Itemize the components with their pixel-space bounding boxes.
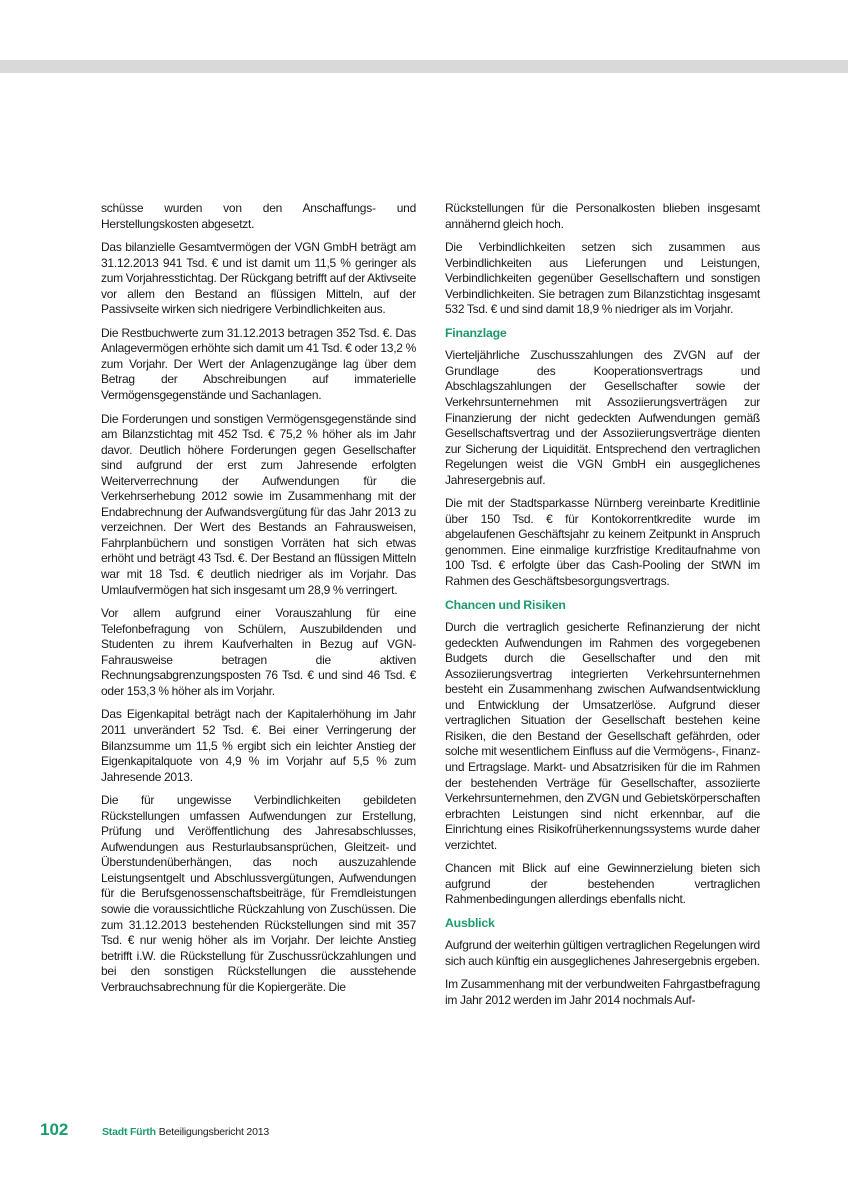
paragraph: Die für ungewisse Verbindlichkeiten gebildeten Rückstellungen umfassen Aufwendungen zur Erstellung, Prüfung und Veröffentlichung des Jahresabschlusses, Aufwendungen aus Resturlaubsansprüchen, Gleitzeit- und Überstundenüberhängen, das noch auszuzahlende Leistungsentgelt und Abschlussvergütungen, Aufwendungen für die Berufsgenossenschaftsbeiträge, für Fremdleistungen sowie die voraussichtliche Rückzahlung von Zuschüssen. Die zum 31.12.2013 bestehenden Rückstellungen sind mit 357 Tsd. € nur wenig höher als im Vorjahr. Der leichte Anstieg betrifft i.W. die Rückstellung für Zuschussrückzahlungen und bei den sonstigen Rückstellungen die ausstehende Verbrauchsabrechnung für die Kopiergeräte. Die xyxy=(101,793,416,994)
top-gray-bar xyxy=(0,60,848,73)
left-column xyxy=(101,201,416,1003)
paragraph: Das bilanzielle Gesamtvermögen der VGN GmbH beträgt am 31.12.2013 941 Tsd. € und ist damit um 11,5 % geringer als zum Vorjahresstichtag. Der Rückgang betrifft auf der Aktivseite vor allem den Bestand an flüssigen Mitteln, auf der Passivseite wirken sich niedrigere Verbindlichkeiten aus. xyxy=(101,240,416,317)
paragraph: schüsse wurden von den Anschaffungs- und Herstellungskosten abgesetzt. xyxy=(101,201,416,231)
right-column xyxy=(445,201,760,1017)
paragraph: Vierteljährliche Zuschusszahlungen des ZVGN auf der Grundlage des Kooperationsvertrags und Abschlagszahlungen der Gesellschafter sowie der Verkehrsunternehmen mit Assoziierungsverträgen zur Finanzierung der nicht gedeckten Aufwendungen gemäß Gesellschaftsvertrag und der Assoziierungsverträge dienten zur Sicherung der Liquidität. Entsprechend den vertraglichen Regelungen weist die VGN GmbH ein ausgeglichenes Jahresergebnis auf. xyxy=(445,348,760,487)
paragraph: Chancen mit Blick auf eine Gewinnerzielung bieten sich aufgrund der bestehenden vertraglichen Rahmenbedingungen allerdings ebenfalls nicht. xyxy=(445,861,760,907)
paragraph: Das Eigenkapital beträgt nach der Kapitalerhöhung im Jahr 2011 unverändert 52 Tsd. €. Bei einer Verringerung der Bilanzsumme um 11,5 % ergibt sich ein leichter Anstieg der Eigenkapitalquote von 4,9 % im Vorjahr auf 5,5 % zum Jahresende 2013. xyxy=(101,707,416,784)
paragraph: Durch die vertraglich gesicherte Refinanzierung der nicht gedeckten Aufwendungen im Rahmen des vorgegebenen Budgets durch die Gesellschafter und den mit Assoziierungsvertrag integrierten Verkehrsunternehmen besteht ein Zusammenhang zwischen Aufwandsentwicklung und Entwicklung der Umsatzerlöse. Aufgrund dieser vertraglichen Situation der Gesellschaft bestehen keine Risiken, die den Bestand der Gesellschaft gefährden, oder solche mit wesentlichem Einfluss auf die Vermögens-, Finanz- und Ertragslage. Markt- und Absatzrisiken für die im Rahmen der bestehenden Verträge für Gesellschafter, assoziierte Verkehrsunternehmen, den ZVGN und Gebietskörperschaften erbrachten Leistungen sind nicht erkennbar, auf die Einrichtung eines Risikofrüherkennungssystems wurde daher verzichtet. xyxy=(445,620,760,852)
paragraph: Im Zusammenhang mit der verbundweiten Fahrgastbefragung im Jahr 2012 werden im Jahr 2014 nochmals Auf- xyxy=(445,977,760,1008)
paragraph: Die mit der Stadtsparkasse Nürnberg vereinbarte Kreditlinie über 150 Tsd. € für Kontokorrentkredite wurde im abgelaufenen Geschäftsjahr zu keinem Zeitpunkt in Anspruch genommen. Eine einmalige kurzfristige Kreditaufnahme von 100 Tsd. € erfolgte über das Cash-Pooling der StWN im Rahmen des Geschäftsbesorgungsvertrags. xyxy=(445,496,760,588)
footer-report-title: Beteiligungsbericht 2013 xyxy=(158,1126,269,1138)
page-footer xyxy=(40,1120,269,1140)
footer-brand: Stadt Fürth xyxy=(102,1126,156,1138)
paragraph: Die Verbindlichkeiten setzen sich zusammen aus Verbindlichkeiten aus Lieferungen und Leistungen, Verbindlichkeiten gegenüber Gesellschaftern und sonstigen Verbindlichkeiten. Sie betragen zum Bilanzstichtag insgesamt 532 Tsd. € und sind damit 18,9 % niedriger als im Vorjahr. xyxy=(445,240,760,317)
paragraph: Die Restbuchwerte zum 31.12.2013 betragen 352 Tsd. €. Das Anlagevermögen erhöhte sich damit um 41 Tsd. € oder 13,2 % zum Vorjahr. Der Wert der Anlagenzugänge lag über dem Betrag der Abschreibungen auf immaterielle Vermögensgegenstände und Sachanlagen. xyxy=(101,325,416,403)
paragraph: Vor allem aufgrund einer Vorauszahlung für eine Telefonbefragung von Schülern, Auszubildenden und Studenten zu ihrem Kaufverhalten in Bezug auf VGN-Fahrausweise betragen die aktiven Rechnungsabgrenzungsposten 76 Tsd. € und sind 46 Tsd. € oder 153,3 % höher als im Vorjahr. xyxy=(101,606,416,698)
paragraph: Aufgrund der weiterhin gültigen vertraglichen Regelungen wird sich auch künftig ein ausgeglichenes Jahresergebnis ergeben. xyxy=(445,938,760,968)
section-heading-finanzlage: Finanzlage xyxy=(445,325,507,340)
paragraph: Die Forderungen und sonstigen Vermögensgegenstände sind am Bilanzstichtag mit 452 Tsd. € 75,2 % höher als im Jahr davor. Deutlich höhere Forderungen gegen Gesellschafter sind aufgrund der erst zum Jahresende erfolgten Weiterverrechnung der Aufwendungen für die Verkehrserhebung 2012 sowie im Zusammenhang mit der Endabrechnung der Aufwandsvergütung für das Jahr 2013 zu verzeichnen. Der Wert des Bestands an Fahrausweisen, Fahrplanbüchern und sonstigen Vorräten hat sich etwas erhöht und beträgt 43 Tsd. €. Der Bestand an flüssigen Mitteln war mit 18 Tsd. € deutlich niedriger als im Vorjahr. Das Umlaufvermögen hat sich insgesamt um 28,9 % verringert. xyxy=(101,411,416,597)
section-heading-ausblick: Ausblick xyxy=(445,915,495,930)
section-heading-chancen-risiken: Chancen und Risiken xyxy=(445,597,566,612)
paragraph: Rückstellungen für die Personalkosten blieben insgesamt annähernd gleich hoch. xyxy=(445,201,760,231)
page-number: 102 xyxy=(40,1120,69,1139)
